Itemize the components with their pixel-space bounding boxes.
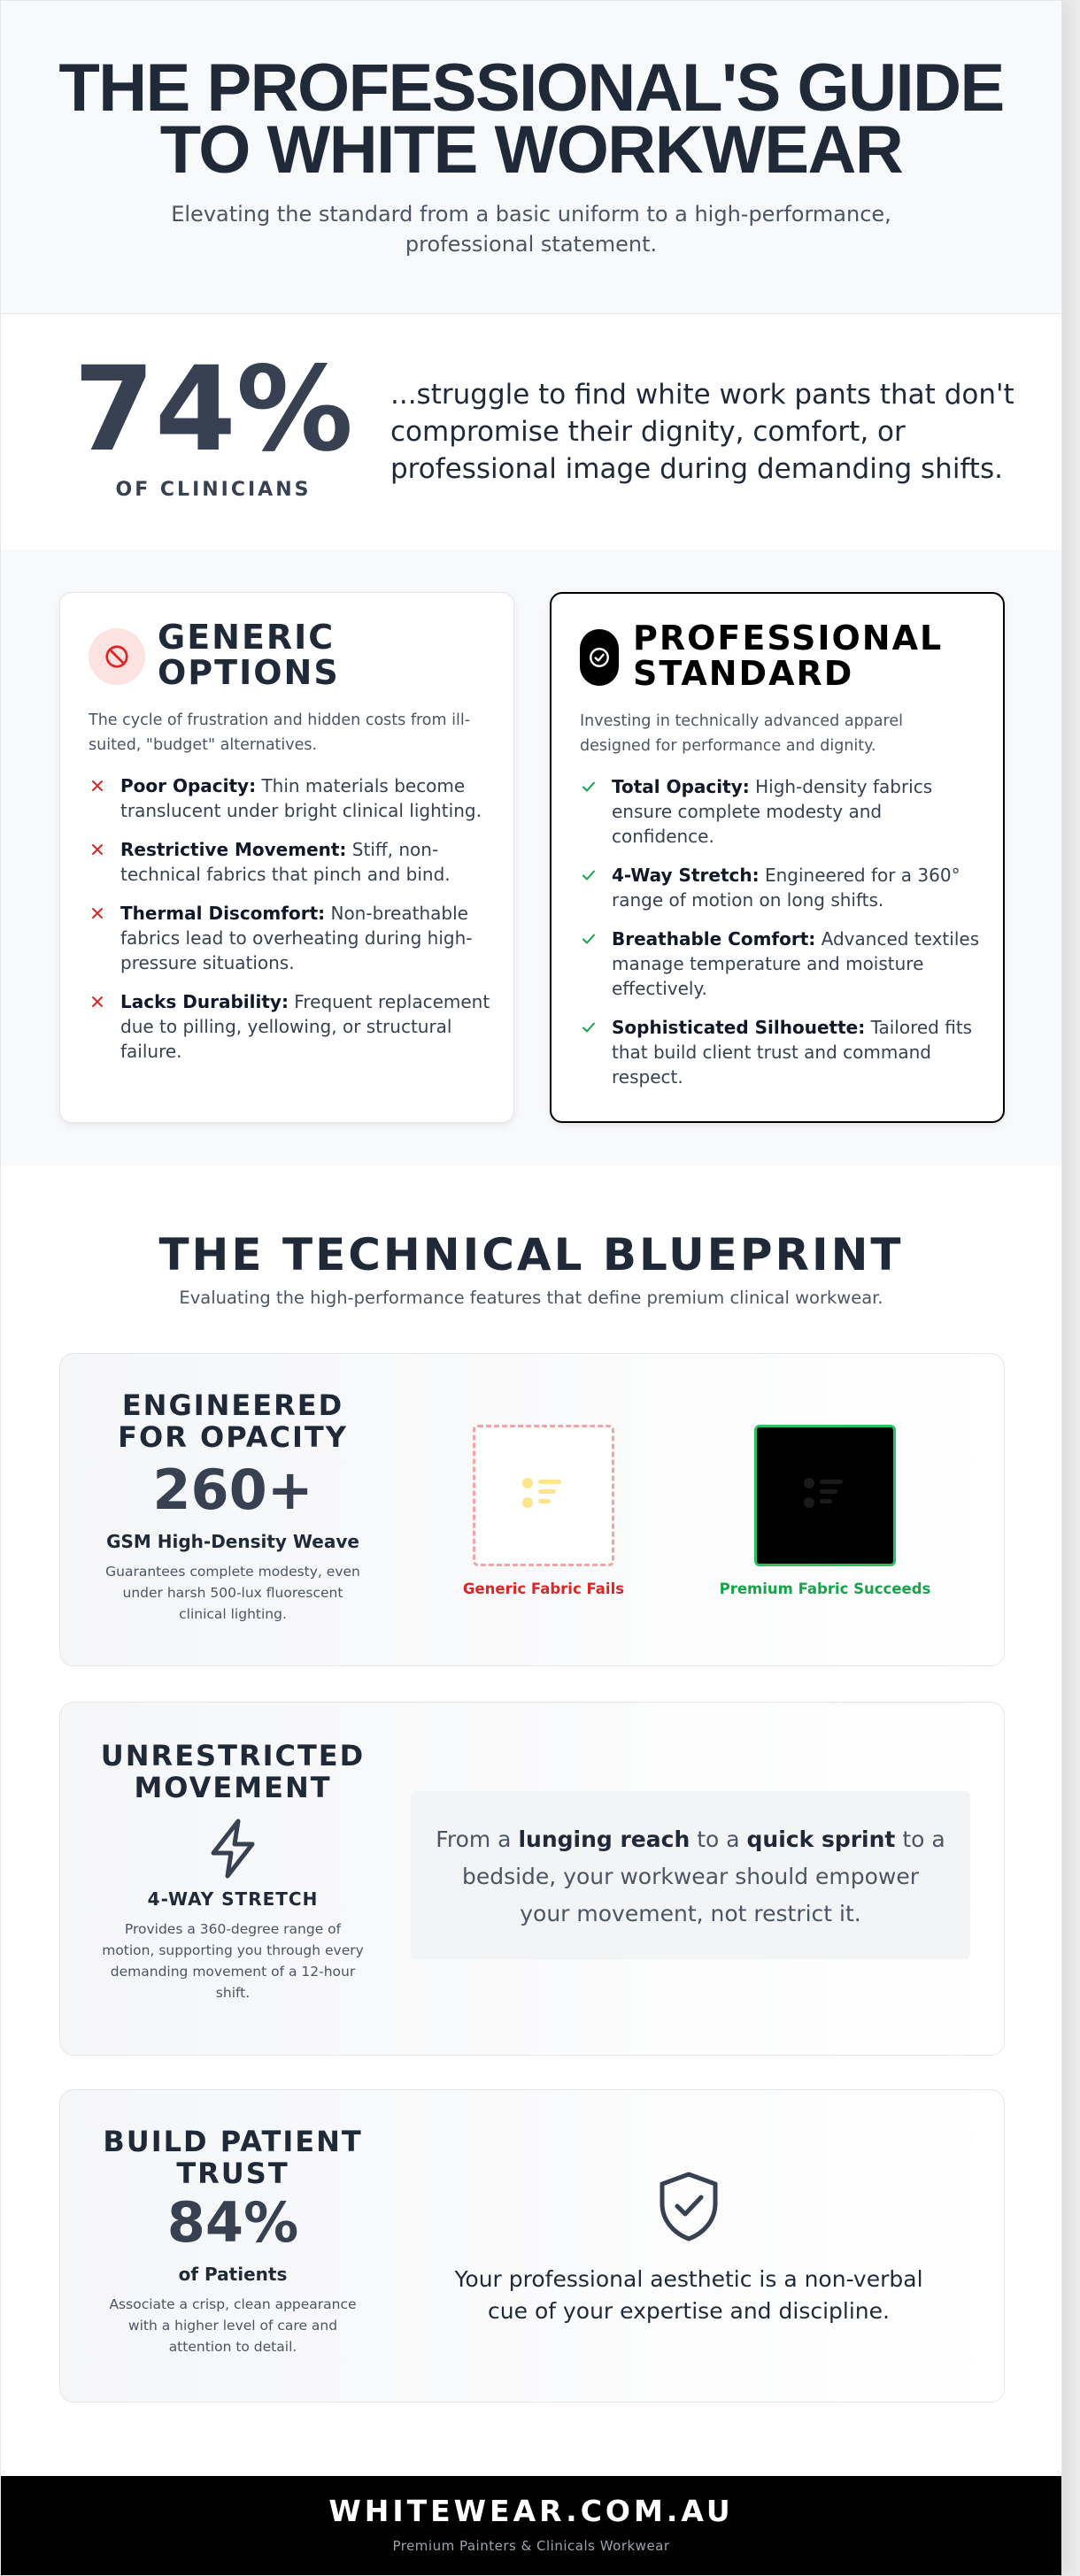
list-item <box>89 773 496 823</box>
list-item-text: Engineered for a 360° range of motion on long shifts. <box>612 865 960 911</box>
premium-fabric-label: Premium Fabric Succeeds <box>719 1580 931 1597</box>
trust-statement <box>441 2170 937 2327</box>
list-item-title: Total Opacity: <box>612 776 750 797</box>
list-item-text: Frequent replacement due to pilling, yellowing, or structural failure. <box>120 991 490 1062</box>
trust-number: 84% <box>166 2190 299 2255</box>
list-item-title: 4-Way Stretch: <box>612 865 760 886</box>
page-title-line1: THE PROFESSIONAL'S GUIDE <box>58 50 1004 126</box>
list-item-title: Thermal Discomfort: <box>120 903 326 924</box>
stat-section <box>1 314 1061 550</box>
stat-number: 74% <box>73 342 353 478</box>
page-title <box>1 50 1061 188</box>
list-item-text: Thin materials become translucent under bright clinical lighting. <box>120 775 482 821</box>
opacity-info <box>87 1389 379 1625</box>
list-item-title: Breathable Comfort: <box>612 928 816 950</box>
check-icon <box>580 930 598 948</box>
generic-fabric-label: Generic Fabric Fails <box>462 1580 625 1597</box>
check-icon <box>580 866 598 884</box>
trust-panel <box>59 2089 1005 2403</box>
movement-description: Provides a 360-degree range of motion, supporting you through every demanding movement of a 12-hour shift. <box>102 1921 364 2001</box>
list-item-title: Poor Opacity: <box>120 775 257 796</box>
trust-subtitle: of Patients <box>178 2264 288 2285</box>
movement-quote <box>411 1791 970 1959</box>
quote-text: to a <box>690 1826 747 1852</box>
hero-section <box>1 1 1061 314</box>
movement-info <box>87 1740 379 2003</box>
list-item <box>89 837 496 887</box>
opacity-title: ENGINEERED FOR OPACITY <box>118 1388 348 1454</box>
page-subtitle: Elevating the standard from a basic uniform to a high-performance, professional statement. <box>171 202 891 257</box>
page-title-line2: TO WHITE WORKWEAR <box>159 112 903 188</box>
list-item <box>580 863 987 912</box>
list-item-title: Restrictive Movement: <box>120 839 347 860</box>
pro-card-description: Investing in technically advanced apparel designed for performance and dignity. <box>580 712 903 755</box>
generic-list <box>89 773 496 1078</box>
movement-panel <box>59 1702 1005 2056</box>
generic-options-card <box>59 592 514 1123</box>
trust-description: Associate a crisp, clean appearance with a higher level of care and attention to detail. <box>109 2296 357 2355</box>
list-item <box>580 1015 987 1089</box>
list-item-text: Non-breathable fabrics lead to overheating during high-pressure situations. <box>120 903 473 973</box>
blueprint-title: THE TECHNICAL BLUEPRINT <box>158 1229 904 1280</box>
list-item-title: Lacks Durability: <box>120 991 289 1012</box>
opacity-subtitle: GSM High-Density Weave <box>106 1531 359 1552</box>
list-icon <box>800 1471 850 1520</box>
trust-text: Your professional aesthetic is a non-verbal cue of your expertise and discipline. <box>454 2266 923 2324</box>
pro-list <box>580 774 987 1103</box>
opacity-panel <box>59 1353 1005 1666</box>
opacity-number: 260+ <box>152 1457 313 1522</box>
ban-icon <box>89 628 145 685</box>
check-icon <box>580 778 598 796</box>
trust-title: BUILD PATIENT TRUST <box>103 2125 363 2190</box>
movement-title: UNRESTRICTED MOVEMENT <box>100 1739 366 1804</box>
comparison-section <box>1 550 1061 1165</box>
list-icon <box>519 1471 568 1520</box>
list-item-title: Sophisticated Silhouette: <box>612 1017 866 1038</box>
opacity-description: Guarantees complete modesty, even under harsh 500-lux fluorescent clinical lighting. <box>105 1564 360 1622</box>
generic-card-title: GENERIC OPTIONS <box>158 618 340 692</box>
list-item <box>580 774 987 849</box>
stat-text: ...struggle to find white work pants that don't compromise their dignity, comfort, or professional image during demanding shifts. <box>390 379 1014 485</box>
list-item-text: Advanced textiles manage temperature and moisture effectively. <box>612 928 980 999</box>
list-item <box>89 901 496 975</box>
movement-subtitle: 4-WAY STRETCH <box>147 1888 319 1910</box>
footer <box>1 2476 1061 2576</box>
blueprint-subtitle: Evaluating the high-performance features that define premium clinical workwear. <box>179 1288 883 1308</box>
premium-fabric-sample <box>701 1425 949 1597</box>
quote-text: to a bedside, your workwear should empower your movement, not restrict it. <box>461 1826 945 1926</box>
x-icon <box>89 993 106 1011</box>
trust-info <box>87 2126 379 2357</box>
lightning-icon <box>204 1818 261 1880</box>
professional-standard-card <box>550 592 1005 1123</box>
check-circle-icon <box>580 629 619 686</box>
quote-bold: lunging reach <box>518 1826 690 1852</box>
shield-check-icon <box>653 2170 724 2242</box>
list-item <box>89 989 496 1064</box>
x-icon <box>89 904 106 922</box>
list-item-text: High-density fabrics ensure complete modesty and confidence. <box>612 776 933 847</box>
footer-brand[interactable]: WHITEWEAR.COM.AU <box>328 2494 734 2528</box>
footer-tagline: Premium Painters & Clinicals Workwear <box>392 2538 670 2554</box>
generic-card-description: The cycle of frustration and hidden costs from ill-suited, "budget" alternatives. <box>89 711 471 754</box>
check-icon <box>580 1019 598 1036</box>
list-item <box>580 927 987 1001</box>
list-item-text: Stiff, non-technical fabrics that pinch and bind. <box>120 839 451 885</box>
pro-card-title: PROFESSIONAL STANDARD <box>633 619 944 693</box>
x-icon <box>89 777 106 795</box>
list-item-text: Tailored fits that build client trust and command respect. <box>612 1017 973 1088</box>
stat-label: OF CLINICIANS <box>115 479 312 501</box>
quote-bold: quick sprint <box>746 1826 896 1852</box>
quote-text: From a <box>436 1826 519 1852</box>
generic-fabric-sample <box>420 1425 667 1597</box>
x-icon <box>89 841 106 858</box>
